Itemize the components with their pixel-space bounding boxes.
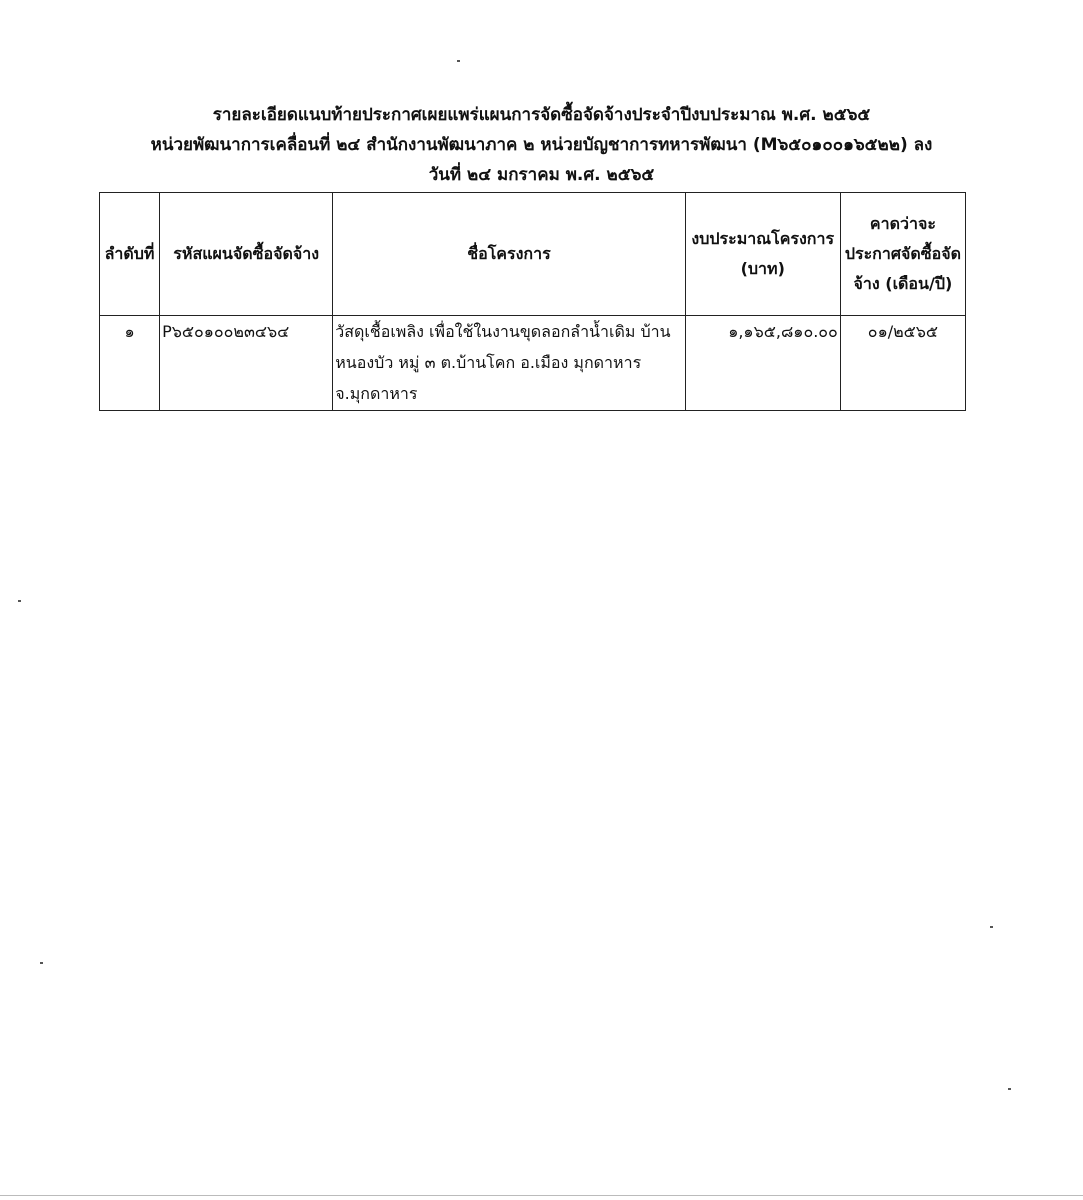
header-budget: งบประมาณโครงการ (บาท) [685,193,840,316]
scan-speck [1008,1088,1011,1090]
cell-expected-date: ๐๑/๒๕๖๕ [840,316,965,411]
cell-project-name: วัสดุเชื้อเพลิง เพื่อใช้ในงานขุดลอกลำน้ำเดิม บ้านหนองบัว หมู่ ๓ ต.บ้านโคก อ.เมือง มุกดาหาร จ.มุกดาหาร [333,316,685,411]
header-plan-code: รหัสแผนจัดซื้อจัดจ้าง [160,193,333,316]
scan-speck [40,962,43,964]
header-expected-date: คาดว่าจะประกาศจัดซื้อจัดจ้าง (เดือน/ปี) [840,193,965,316]
document-title [60,100,1023,190]
scan-speck [457,60,460,62]
title-line-3: วันที่ ๒๔ มกราคม พ.ศ. ๒๕๖๕ [428,165,655,185]
cell-plan-code: P๖๕๐๑๐๐๒๓๔๖๔ [160,316,333,411]
scan-bottom-edge [0,1195,1083,1196]
title-line-2: หน่วยพัฒนาการเคลื่อนที่ ๒๔ สำนักงานพัฒนาภาค ๒ หน่วยบัญชาการทหารพัฒนา (M๖๕๐๑๐๐๑๖๕๒๒) ลง [150,135,933,155]
table-header-row [100,193,966,316]
scan-speck [18,600,21,602]
title-line-1: รายละเอียดแนบท้ายประกาศเผยแพร่แผนการจัดซื้อจัดจ้างประจำปีงบประมาณ พ.ศ. ๒๕๖๕ [212,105,871,125]
procurement-plan-table [99,192,966,411]
header-seq: ลำดับที่ [100,193,160,316]
cell-budget: ๑,๑๖๕,๘๑๐.๐๐ [685,316,840,411]
cell-seq: ๑ [100,316,160,411]
scan-speck [990,926,993,928]
table-row [100,316,966,411]
header-project-name: ชื่อโครงการ [333,193,685,316]
